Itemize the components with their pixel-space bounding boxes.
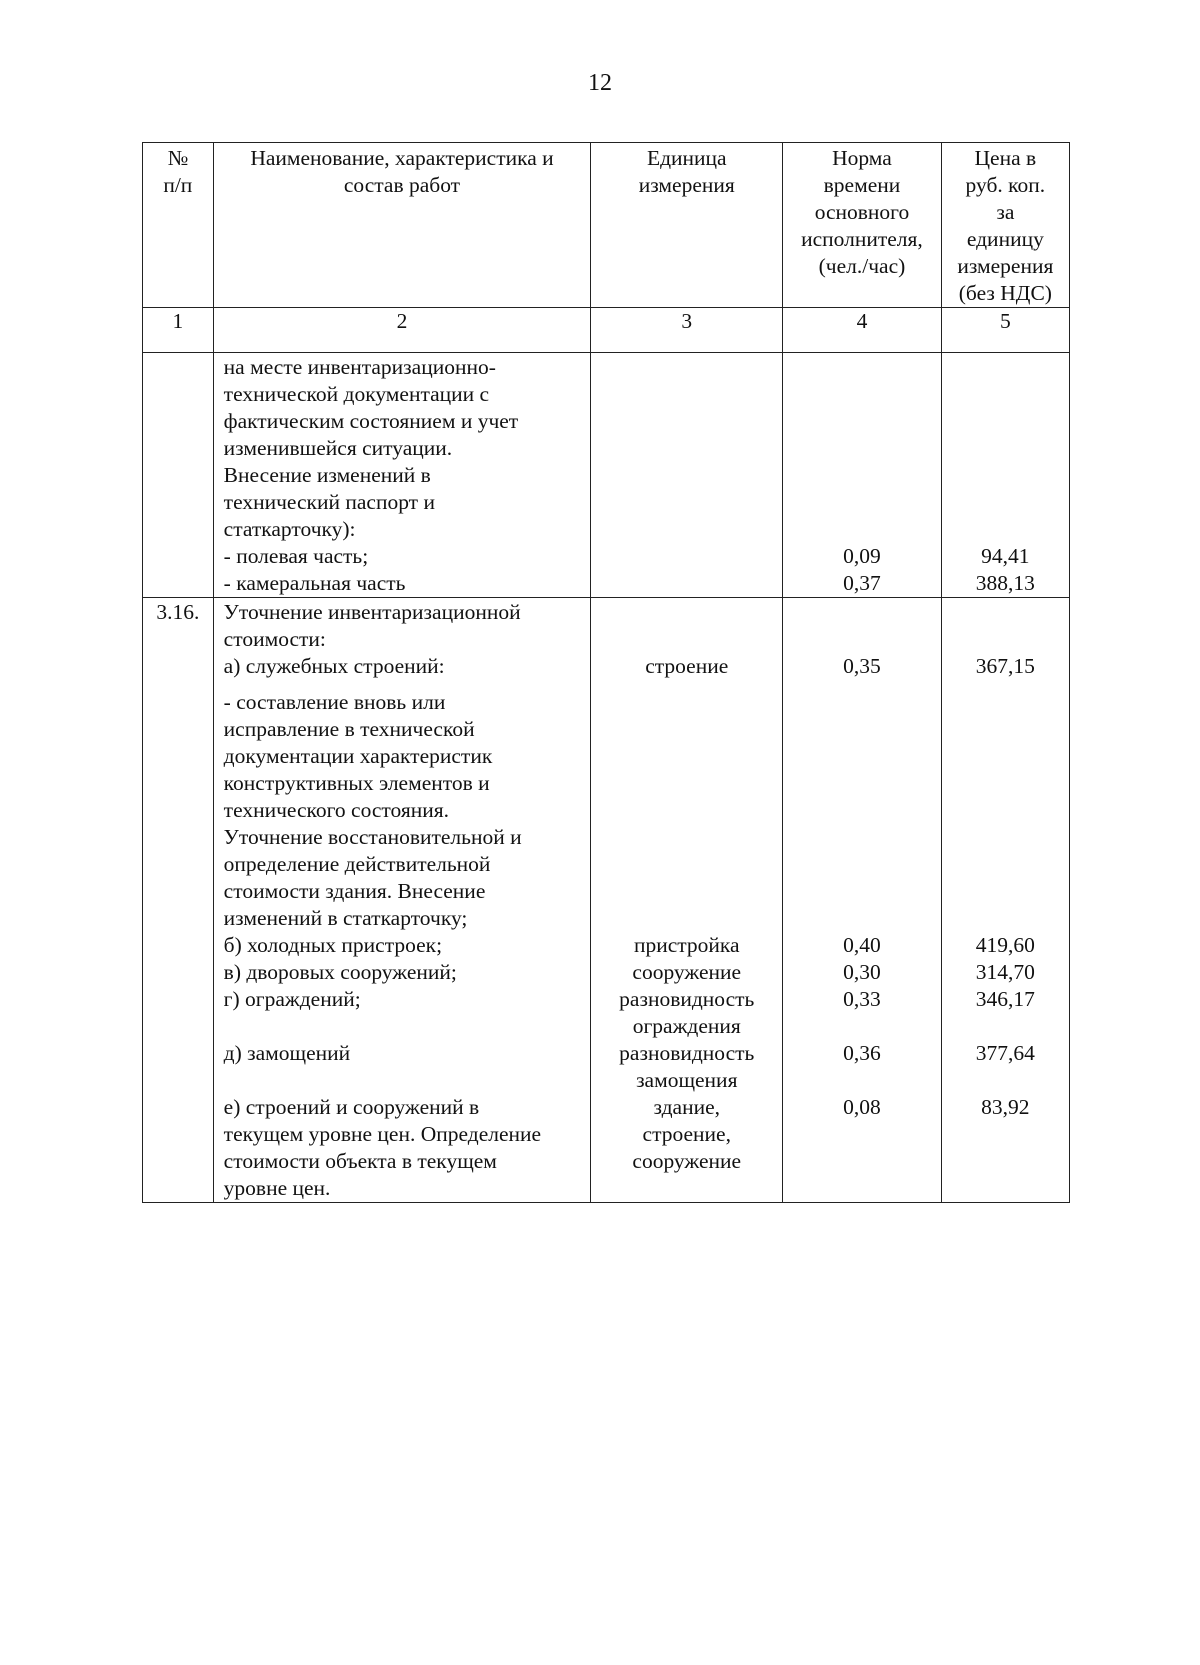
header-price: Цена в руб. коп. за единицу измерения (без НДС) xyxy=(941,143,1069,308)
header-name: Наименование, характеристика и состав работ xyxy=(213,143,591,308)
work-description: на месте инвентаризационно- технической документации с фактическим состоянием и учет изменившейся ситуации. Внесение изменений в технический паспорт и статкарточку): - полевая часть; - камеральная часть xyxy=(213,353,591,598)
page-number: 12 xyxy=(588,70,612,96)
table-row-3-16 xyxy=(143,598,1070,1203)
column-index: 2 xyxy=(213,308,591,353)
row-number: 3.16. xyxy=(143,598,214,1203)
norm-cell: 0,09 0,37 xyxy=(783,353,942,598)
unit-cell: строение пристройка сооружение разновидность ограждения разновидность замощения здание, строение, сооружение xyxy=(591,598,783,1203)
column-index: 3 xyxy=(591,308,783,353)
header-unit: Единица измерения xyxy=(591,143,783,308)
price-cell: 367,15 419,60 314,70 346,17 377,64 83,92 xyxy=(941,598,1069,1203)
column-index-row xyxy=(143,308,1070,353)
table-header-row xyxy=(143,143,1070,308)
unit-cell xyxy=(591,353,783,598)
column-index: 5 xyxy=(941,308,1069,353)
table-row-continued xyxy=(143,353,1070,598)
column-index: 1 xyxy=(143,308,214,353)
column-index: 4 xyxy=(783,308,942,353)
rates-table xyxy=(142,142,1070,1203)
work-description: Уточнение инвентаризационной стоимости: а) служебных строений: - составление вновь или исправление в технической документации характеристик конструктивных элементов и технического состояния. Уточнение восстановительной и определение действительной стоимости здания. Внесение изменений в статкарточку; б) холодных пристроек; в) дворовых сооружений; г) ограждений; д) замощений е) строений и сооружений в текущем уровне цен. Определение стоимости объекта в текущем уровне цен. xyxy=(213,598,591,1203)
norm-cell: 0,35 0,40 0,30 0,33 0,36 0,08 xyxy=(783,598,942,1203)
header-num: № п/п xyxy=(143,143,214,308)
row-number xyxy=(143,353,214,598)
header-norm: Норма времени основного исполнителя, (чел./час) xyxy=(783,143,942,308)
price-cell: 94,41 388,13 xyxy=(941,353,1069,598)
